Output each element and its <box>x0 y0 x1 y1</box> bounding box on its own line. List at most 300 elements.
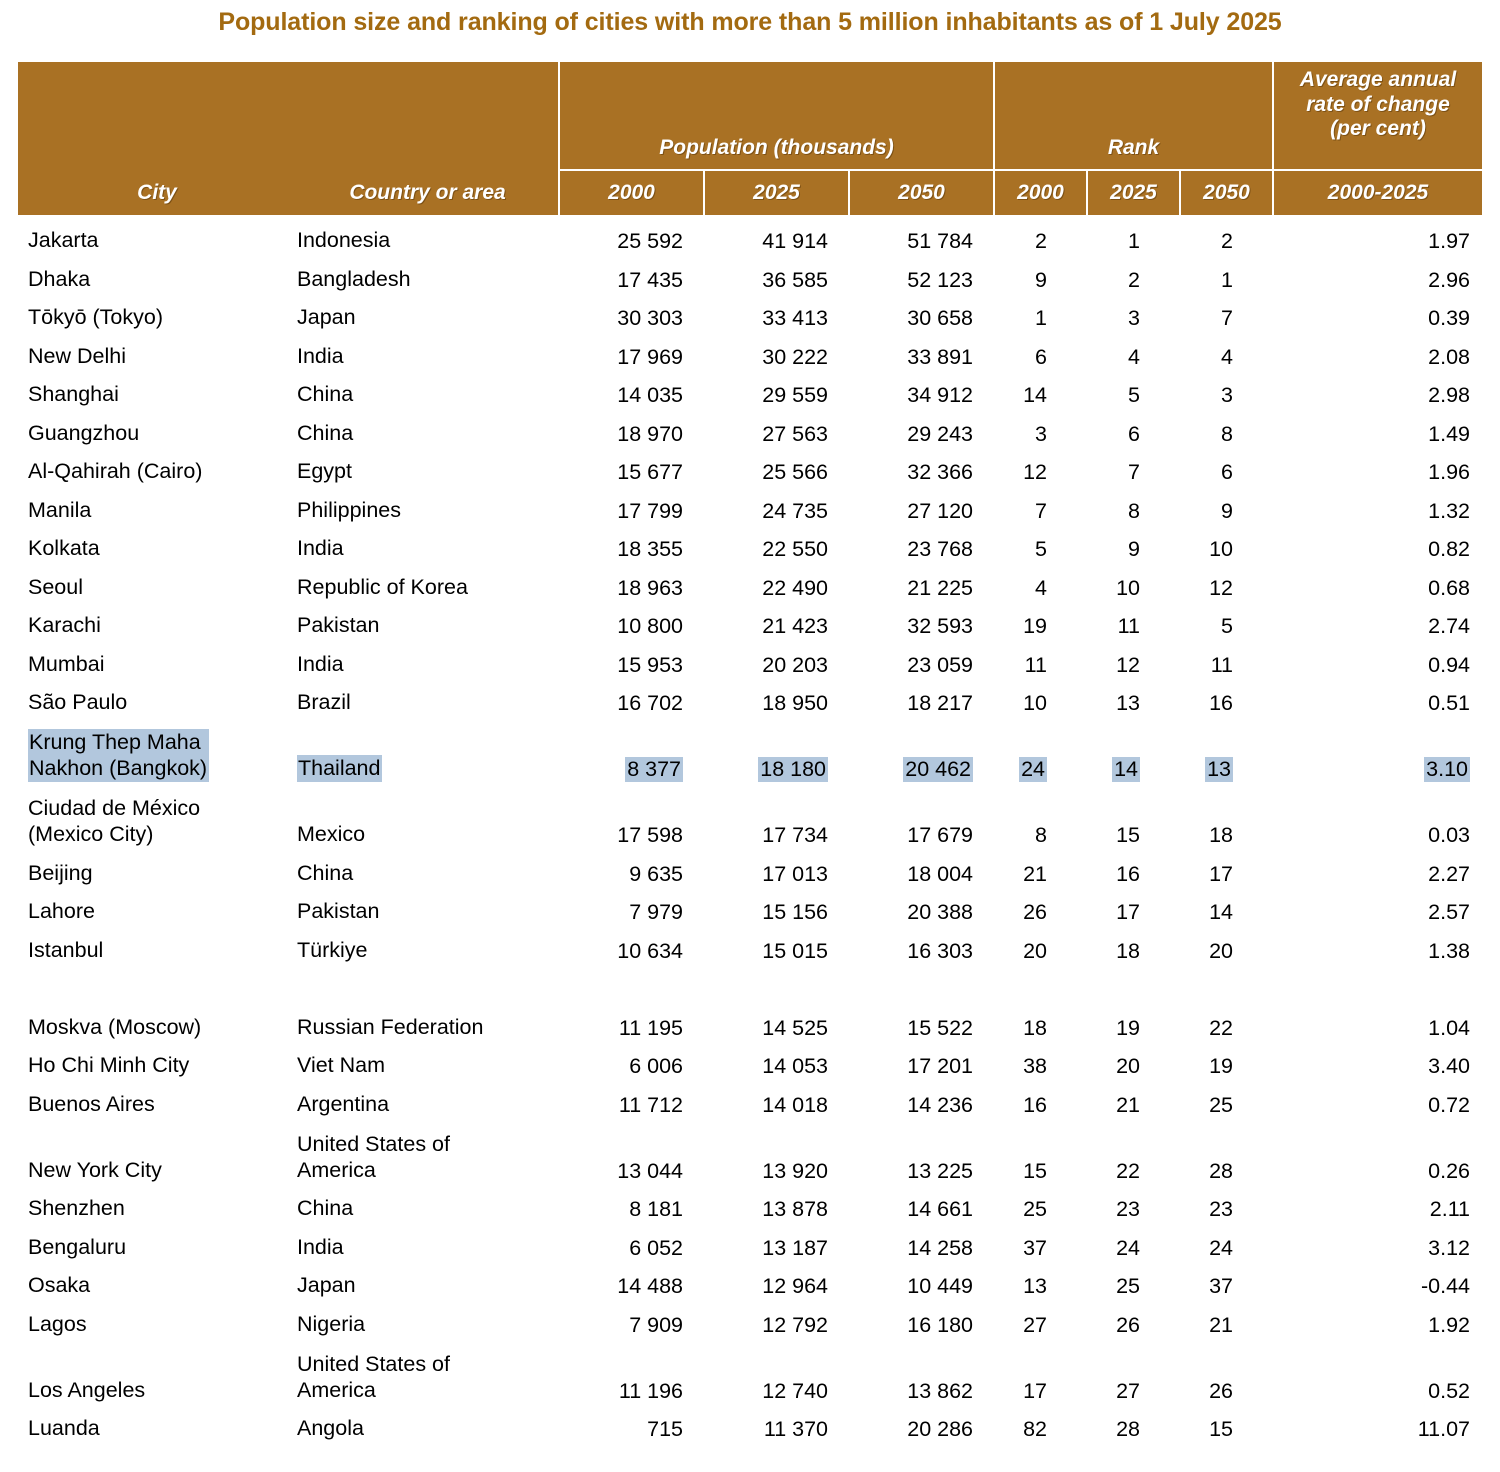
cell-pop-2025-text: 14 053 <box>762 1054 828 1079</box>
cell-rank-2000 <box>994 600 1087 639</box>
cell-city <box>18 925 286 964</box>
table-row <box>18 925 1482 964</box>
cell-city <box>18 1260 286 1299</box>
cell-country <box>286 446 559 485</box>
cell-pop-2000 <box>559 1079 704 1118</box>
cell-rank-2000 <box>994 1260 1087 1299</box>
cell-rank-2025-text: 28 <box>1116 1417 1140 1442</box>
cell-pop-2000 <box>559 523 704 562</box>
cell-pop-2025 <box>704 716 849 782</box>
cell-rank-2000-text: 7 <box>1035 498 1047 523</box>
cell-rank-2050 <box>1180 292 1273 331</box>
cell-city <box>18 600 286 639</box>
cell-rank-2025-text: 21 <box>1116 1092 1140 1117</box>
cell-pop-2025 <box>704 677 849 716</box>
cell-city-text: Bengaluru <box>28 1234 127 1259</box>
cell-rank-2025 <box>1087 639 1180 678</box>
cell-pop-2025 <box>704 1183 849 1222</box>
cell-country <box>286 1183 559 1222</box>
table-row <box>18 1079 1482 1118</box>
cell-pop-2025 <box>704 600 849 639</box>
cell-rate-text: 0.52 <box>1428 1378 1471 1403</box>
cell-pop-2000 <box>559 886 704 925</box>
cell-pop-2000-text: 17 598 <box>617 823 683 848</box>
header-rate-line-3: (per cent) <box>1330 117 1426 141</box>
table-row <box>18 292 1482 331</box>
table-row <box>18 600 1482 639</box>
cell-pop-2025 <box>704 331 849 370</box>
cell-rank-2025-text: 1 <box>1128 229 1140 254</box>
cell-pop-2025-text: 36 585 <box>762 267 828 292</box>
cell-pop-2000-text: 8 377 <box>627 757 681 782</box>
cell-country <box>286 600 559 639</box>
cell-pop-2050 <box>849 292 994 331</box>
cell-rank-2050-text: 21 <box>1209 1312 1234 1337</box>
table-row <box>18 369 1482 408</box>
cell-rank-2000 <box>994 254 1087 293</box>
cell-pop-2025-text: 18 950 <box>762 691 828 716</box>
cell-pop-2050-text: 34 912 <box>907 383 973 408</box>
cell-rate-text: 1.49 <box>1428 421 1471 446</box>
cell-country-text: Bangladesh <box>297 266 411 291</box>
cell-pop-2050-text: 14 236 <box>907 1092 973 1117</box>
cell-pop-2050 <box>849 485 994 524</box>
cell-pop-2000 <box>559 1260 704 1299</box>
cell-rate-text: 0.82 <box>1428 537 1471 562</box>
cell-rate-text: 0.39 <box>1428 306 1471 331</box>
cell-pop-2025-text: 20 203 <box>762 652 828 677</box>
cell-country <box>286 1337 559 1403</box>
cell-rank-2050-text: 16 <box>1209 691 1234 716</box>
table-row <box>18 1183 1482 1222</box>
table-row <box>18 639 1482 678</box>
header-rank-2050: 2050 <box>1180 170 1273 215</box>
cell-rank-2000-text: 37 <box>1023 1235 1047 1260</box>
table-row <box>18 677 1482 716</box>
cell-rank-2050-text: 22 <box>1209 1015 1234 1040</box>
cell-pop-2050 <box>849 1117 994 1183</box>
cell-country <box>286 1079 559 1118</box>
table-row <box>18 331 1482 370</box>
cell-rank-2050 <box>1180 369 1273 408</box>
cell-city-text: New Delhi <box>28 343 126 368</box>
cell-rate-text: 2.57 <box>1428 900 1471 925</box>
cell-rank-2025 <box>1087 1222 1180 1261</box>
cell-pop-2025 <box>704 485 849 524</box>
cell-pop-2050-text: 20 388 <box>907 900 973 925</box>
cell-rate <box>1273 408 1482 447</box>
cell-country <box>286 1403 559 1442</box>
cell-rank-2000 <box>994 523 1087 562</box>
cell-rank-2000 <box>994 292 1087 331</box>
cell-rank-2050 <box>1180 254 1273 293</box>
table-title-bar <box>0 0 1500 62</box>
cell-pop-2050 <box>849 782 994 848</box>
cell-pop-2025 <box>704 1002 849 1041</box>
cell-rate <box>1273 963 1482 1002</box>
cell-rank-2025 <box>1087 1040 1180 1079</box>
cell-pop-2025-text: 30 222 <box>762 344 828 369</box>
cell-rank-2050 <box>1180 562 1273 601</box>
cell-city-text: Karachi <box>28 613 101 638</box>
cell-pop-2050-text: 21 225 <box>907 575 973 600</box>
cell-country-text: Thailand <box>298 756 381 781</box>
header-pop-2025: 2025 <box>704 170 849 215</box>
cell-rank-2050-text: 1 <box>1221 267 1234 292</box>
table-row <box>18 1403 1482 1442</box>
cell-pop-2000-text: 9 635 <box>629 861 683 886</box>
cell-pop-2025-text: 24 735 <box>762 498 828 523</box>
cell-pop-2025 <box>704 446 849 485</box>
cell-rank-2025-text: 15 <box>1116 823 1140 848</box>
cell-country <box>286 1002 559 1041</box>
cell-pop-2025-text: 18 180 <box>760 757 826 782</box>
cell-city <box>18 716 286 782</box>
table-row <box>18 1040 1482 1079</box>
cell-pop-2000 <box>559 562 704 601</box>
cell-city-text: Ciudad de México (Mexico City) <box>28 796 201 847</box>
cell-city-text: Moskva (Moscow) <box>28 1014 202 1039</box>
table-row <box>18 485 1482 524</box>
cell-rank-2025 <box>1087 446 1180 485</box>
cell-pop-2000 <box>559 639 704 678</box>
cell-pop-2050-text: 51 784 <box>907 229 973 254</box>
cell-city-text: Shenzhen <box>28 1196 125 1221</box>
cell-country-text: India <box>297 536 344 561</box>
cell-country <box>286 1040 559 1079</box>
header-country: Country or area <box>286 170 559 215</box>
population-table <box>18 62 1482 1442</box>
cell-rank-2050 <box>1180 446 1273 485</box>
cell-rank-2025-text: 18 <box>1116 938 1140 963</box>
cell-rate <box>1273 369 1482 408</box>
table-row <box>18 886 1482 925</box>
cell-pop-2050 <box>849 925 994 964</box>
cell-rank-2050-text: 37 <box>1209 1274 1234 1299</box>
cell-pop-2025 <box>704 1079 849 1118</box>
cell-rank-2050 <box>1180 1222 1273 1261</box>
cell-pop-2000 <box>559 1403 704 1442</box>
header-pop-2050: 2050 <box>849 170 994 215</box>
cell-pop-2000-text: 15 953 <box>617 652 683 677</box>
cell-pop-2000 <box>559 446 704 485</box>
header-rank-2000: 2000 <box>994 170 1087 215</box>
cell-rate <box>1273 215 1482 254</box>
cell-pop-2000 <box>559 1299 704 1338</box>
cell-pop-2000-text: 11 196 <box>618 1378 683 1403</box>
cell-city-text: Lagos <box>28 1311 87 1336</box>
table-row <box>18 215 1482 254</box>
cell-pop-2025 <box>704 1040 849 1079</box>
cell-city <box>18 331 286 370</box>
cell-rate-text: 3.10 <box>1426 757 1469 782</box>
cell-rank-2025-text: 22 <box>1116 1158 1140 1183</box>
cell-pop-2000-text: 6 006 <box>629 1054 683 1079</box>
cell-rank-2050 <box>1180 1299 1273 1338</box>
cell-city-text: Lahore <box>28 899 95 924</box>
cell-pop-2050-text: 20 462 <box>905 757 971 782</box>
cell-rank-2000 <box>994 886 1087 925</box>
cell-rank-2000-text: 17 <box>1023 1378 1047 1403</box>
cell-pop-2050-text: 16 303 <box>907 938 973 963</box>
cell-rank-2025-text: 19 <box>1116 1015 1140 1040</box>
cell-rank-2050-text: 24 <box>1209 1235 1234 1260</box>
cell-city-text: Shanghai <box>28 382 119 407</box>
cell-rank-2050-text: 12 <box>1209 575 1234 600</box>
cell-rate-text: 1.96 <box>1428 460 1471 485</box>
cell-rank-2000 <box>994 331 1087 370</box>
cell-rank-2025 <box>1087 925 1180 964</box>
cell-rank-2050-text: 14 <box>1209 900 1234 925</box>
cell-rank-2025 <box>1087 562 1180 601</box>
cell-rank-2025-text: 12 <box>1116 652 1140 677</box>
cell-city <box>18 848 286 887</box>
cell-rate-text: 0.68 <box>1428 575 1471 600</box>
cell-rate-text: 0.51 <box>1428 691 1471 716</box>
cell-city <box>18 408 286 447</box>
cell-rate <box>1273 1403 1482 1442</box>
cell-country-text: India <box>297 343 344 368</box>
cell-rate-text: 0.94 <box>1428 652 1471 677</box>
cell-pop-2025 <box>704 1117 849 1183</box>
cell-pop-2000 <box>559 716 704 782</box>
cell-country-text: Russian Federation <box>297 1014 484 1039</box>
cell-city <box>18 292 286 331</box>
cell-rate-text: 2.96 <box>1428 267 1471 292</box>
cell-pop-2025-text: 17 013 <box>762 861 828 886</box>
cell-pop-2050-text: 29 243 <box>907 421 973 446</box>
cell-rank-2000 <box>994 1117 1087 1183</box>
cell-pop-2000-text: 10 634 <box>617 938 683 963</box>
cell-country-text: Brazil <box>297 690 351 715</box>
cell-pop-2050 <box>849 1079 994 1118</box>
cell-rank-2025-text: 8 <box>1128 498 1140 523</box>
cell-rank-2025 <box>1087 963 1180 1002</box>
cell-rank-2025-text: 11 <box>1117 614 1140 639</box>
cell-pop-2025-text: 17 734 <box>762 823 828 848</box>
cell-pop-2025-text: 12 964 <box>762 1274 828 1299</box>
cell-rank-2050-text: 10 <box>1209 537 1234 562</box>
cell-rank-2000 <box>994 848 1087 887</box>
cell-pop-2000 <box>559 485 704 524</box>
cell-city <box>18 1117 286 1183</box>
cell-rank-2000-text: 25 <box>1023 1197 1047 1222</box>
cell-rank-2050 <box>1180 963 1273 1002</box>
cell-city <box>18 1040 286 1079</box>
cell-pop-2050 <box>849 848 994 887</box>
cell-rank-2025 <box>1087 331 1180 370</box>
cell-rate <box>1273 292 1482 331</box>
cell-pop-2000 <box>559 677 704 716</box>
cell-rank-2025-text: 26 <box>1116 1312 1140 1337</box>
cell-rate <box>1273 886 1482 925</box>
cell-pop-2025-text: 15 015 <box>762 938 828 963</box>
cell-pop-2000-text: 8 181 <box>629 1197 683 1222</box>
cell-rank-2025-text: 20 <box>1116 1054 1140 1079</box>
cell-rank-2000-text: 13 <box>1023 1274 1047 1299</box>
cell-rate-text: 2.08 <box>1428 344 1471 369</box>
cell-pop-2025-text: 21 423 <box>762 614 828 639</box>
cell-rank-2000-text: 4 <box>1035 575 1047 600</box>
header-group-row <box>18 62 1482 170</box>
cell-rate <box>1273 1222 1482 1261</box>
cell-pop-2000-text: 7 909 <box>629 1312 683 1337</box>
cell-city <box>18 1183 286 1222</box>
cell-rank-2000-text: 16 <box>1023 1092 1047 1117</box>
cell-rank-2050 <box>1180 925 1273 964</box>
header-rate-group <box>1273 62 1482 170</box>
cell-rate-text: 2.74 <box>1428 614 1471 639</box>
cell-pop-2050-text: 20 286 <box>907 1417 973 1442</box>
table-row <box>18 848 1482 887</box>
cell-city <box>18 639 286 678</box>
cell-rate-text: 3.40 <box>1428 1054 1471 1079</box>
cell-rank-2000-text: 18 <box>1023 1015 1047 1040</box>
cell-country-text: Egypt <box>297 459 352 484</box>
cell-country <box>286 925 559 964</box>
cell-pop-2025 <box>704 408 849 447</box>
cell-rank-2050-text: 3 <box>1221 383 1234 408</box>
cell-city <box>18 886 286 925</box>
cell-rank-2050 <box>1180 716 1273 782</box>
cell-country-text: Argentina <box>297 1091 390 1116</box>
cell-pop-2025 <box>704 562 849 601</box>
cell-pop-2025 <box>704 782 849 848</box>
cell-rank-2025-text: 17 <box>1116 900 1140 925</box>
cell-rate <box>1273 782 1482 848</box>
cell-country <box>286 331 559 370</box>
cell-rank-2000-text: 1 <box>1035 306 1047 331</box>
cell-country <box>286 485 559 524</box>
cell-pop-2000-text: 30 303 <box>617 306 683 331</box>
header-city: City <box>18 170 286 215</box>
cell-pop-2000-text: 7 979 <box>629 900 683 925</box>
cell-city <box>18 485 286 524</box>
cell-pop-2025 <box>704 1337 849 1403</box>
cell-rank-2050-text: 17 <box>1209 861 1234 886</box>
header-sub-row <box>18 170 1482 215</box>
cell-rank-2000 <box>994 1222 1087 1261</box>
cell-pop-2050 <box>849 716 994 782</box>
cell-pop-2000-text: 17 799 <box>617 498 683 523</box>
cell-rate <box>1273 848 1482 887</box>
cell-pop-2050-text: 18 004 <box>907 861 973 886</box>
table-row <box>18 1002 1482 1041</box>
cell-country <box>286 716 559 782</box>
cell-rank-2000-text: 27 <box>1023 1312 1047 1337</box>
cell-pop-2050-text: 18 217 <box>907 691 973 716</box>
cell-pop-2025-text: 29 559 <box>762 383 828 408</box>
cell-city-text: Luanda <box>28 1416 100 1441</box>
cell-pop-2000-text: 18 970 <box>617 421 683 446</box>
cell-rank-2025-text: 25 <box>1116 1274 1140 1299</box>
cell-rate-text: 1.38 <box>1428 938 1471 963</box>
cell-pop-2050 <box>849 677 994 716</box>
cell-rank-2025-text: 24 <box>1116 1235 1140 1260</box>
cell-rank-2025-text: 3 <box>1128 306 1140 331</box>
cell-pop-2025 <box>704 639 849 678</box>
cell-pop-2000-text: 15 677 <box>617 460 683 485</box>
cell-pop-2000 <box>559 292 704 331</box>
cell-rate <box>1273 1117 1482 1183</box>
table-row <box>18 254 1482 293</box>
cell-rank-2050-text: 5 <box>1221 614 1234 639</box>
cell-pop-2025 <box>704 848 849 887</box>
cell-rank-2025 <box>1087 369 1180 408</box>
cell-pop-2050 <box>849 1002 994 1041</box>
cell-rank-2000-text: 19 <box>1023 614 1047 639</box>
cell-rate-text: 2.27 <box>1428 861 1471 886</box>
cell-pop-2050 <box>849 562 994 601</box>
cell-country-text: Türkiye <box>297 937 368 962</box>
cell-city-text: Guangzhou <box>28 420 140 445</box>
cell-pop-2050 <box>849 254 994 293</box>
cell-rank-2025 <box>1087 677 1180 716</box>
cell-pop-2050 <box>849 1260 994 1299</box>
cell-rank-2025 <box>1087 292 1180 331</box>
cell-country <box>286 782 559 848</box>
cell-pop-2050 <box>849 886 994 925</box>
cell-rate <box>1273 1002 1482 1041</box>
cell-rank-2000 <box>994 1079 1087 1118</box>
cell-pop-2000 <box>559 963 704 1002</box>
cell-country-text: Japan <box>297 305 356 330</box>
cell-pop-2050 <box>849 963 994 1002</box>
cell-rank-2025-text: 13 <box>1116 691 1140 716</box>
cell-country-text: India <box>297 651 344 676</box>
cell-rate-text: 1.04 <box>1428 1015 1471 1040</box>
cell-pop-2050-text: 52 123 <box>907 267 973 292</box>
cell-city <box>18 782 286 848</box>
cell-pop-2000-text: 18 963 <box>617 575 683 600</box>
cell-pop-2050-text: 30 658 <box>907 306 973 331</box>
cell-pop-2025-text: 13 878 <box>762 1197 828 1222</box>
cell-rank-2000-text: 6 <box>1035 344 1047 369</box>
table-row <box>18 562 1482 601</box>
cell-pop-2050-text: 33 891 <box>907 344 973 369</box>
cell-pop-2025 <box>704 369 849 408</box>
cell-rank-2050-text: 6 <box>1221 460 1234 485</box>
cell-pop-2000 <box>559 215 704 254</box>
cell-pop-2000-text: 11 712 <box>618 1092 683 1117</box>
cell-country-text: Pakistan <box>297 899 380 924</box>
cell-rank-2050-text: 2 <box>1221 229 1234 254</box>
cell-rank-2000 <box>994 1040 1087 1079</box>
header-rate-line-1: Average annual <box>1299 68 1457 91</box>
cell-rank-2050-text: 19 <box>1209 1054 1234 1079</box>
cell-rank-2000-text: 3 <box>1035 421 1047 446</box>
cell-rank-2000 <box>994 562 1087 601</box>
cell-rate-text: 11.07 <box>1417 1417 1471 1442</box>
cell-rate <box>1273 1299 1482 1338</box>
cell-pop-2000 <box>559 848 704 887</box>
cell-city <box>18 1002 286 1041</box>
cell-rate <box>1273 331 1482 370</box>
cell-pop-2000-text: 14 488 <box>617 1274 683 1299</box>
cell-rank-2000 <box>994 446 1087 485</box>
cell-rank-2000 <box>994 677 1087 716</box>
cell-pop-2050 <box>849 523 994 562</box>
cell-pop-2025-text: 27 563 <box>762 421 828 446</box>
cell-city <box>18 1079 286 1118</box>
cell-rank-2000-text: 12 <box>1023 460 1047 485</box>
cell-rank-2000 <box>994 963 1087 1002</box>
page-title: Population size and ranking of cities with more than 5 million inhabitants as of 1 July 2025 <box>218 8 1282 36</box>
cell-rank-2000-text: 82 <box>1023 1417 1047 1442</box>
table-row <box>18 1117 1482 1183</box>
cell-country-text: Pakistan <box>297 613 380 638</box>
cell-city-text: Manila <box>28 497 92 522</box>
